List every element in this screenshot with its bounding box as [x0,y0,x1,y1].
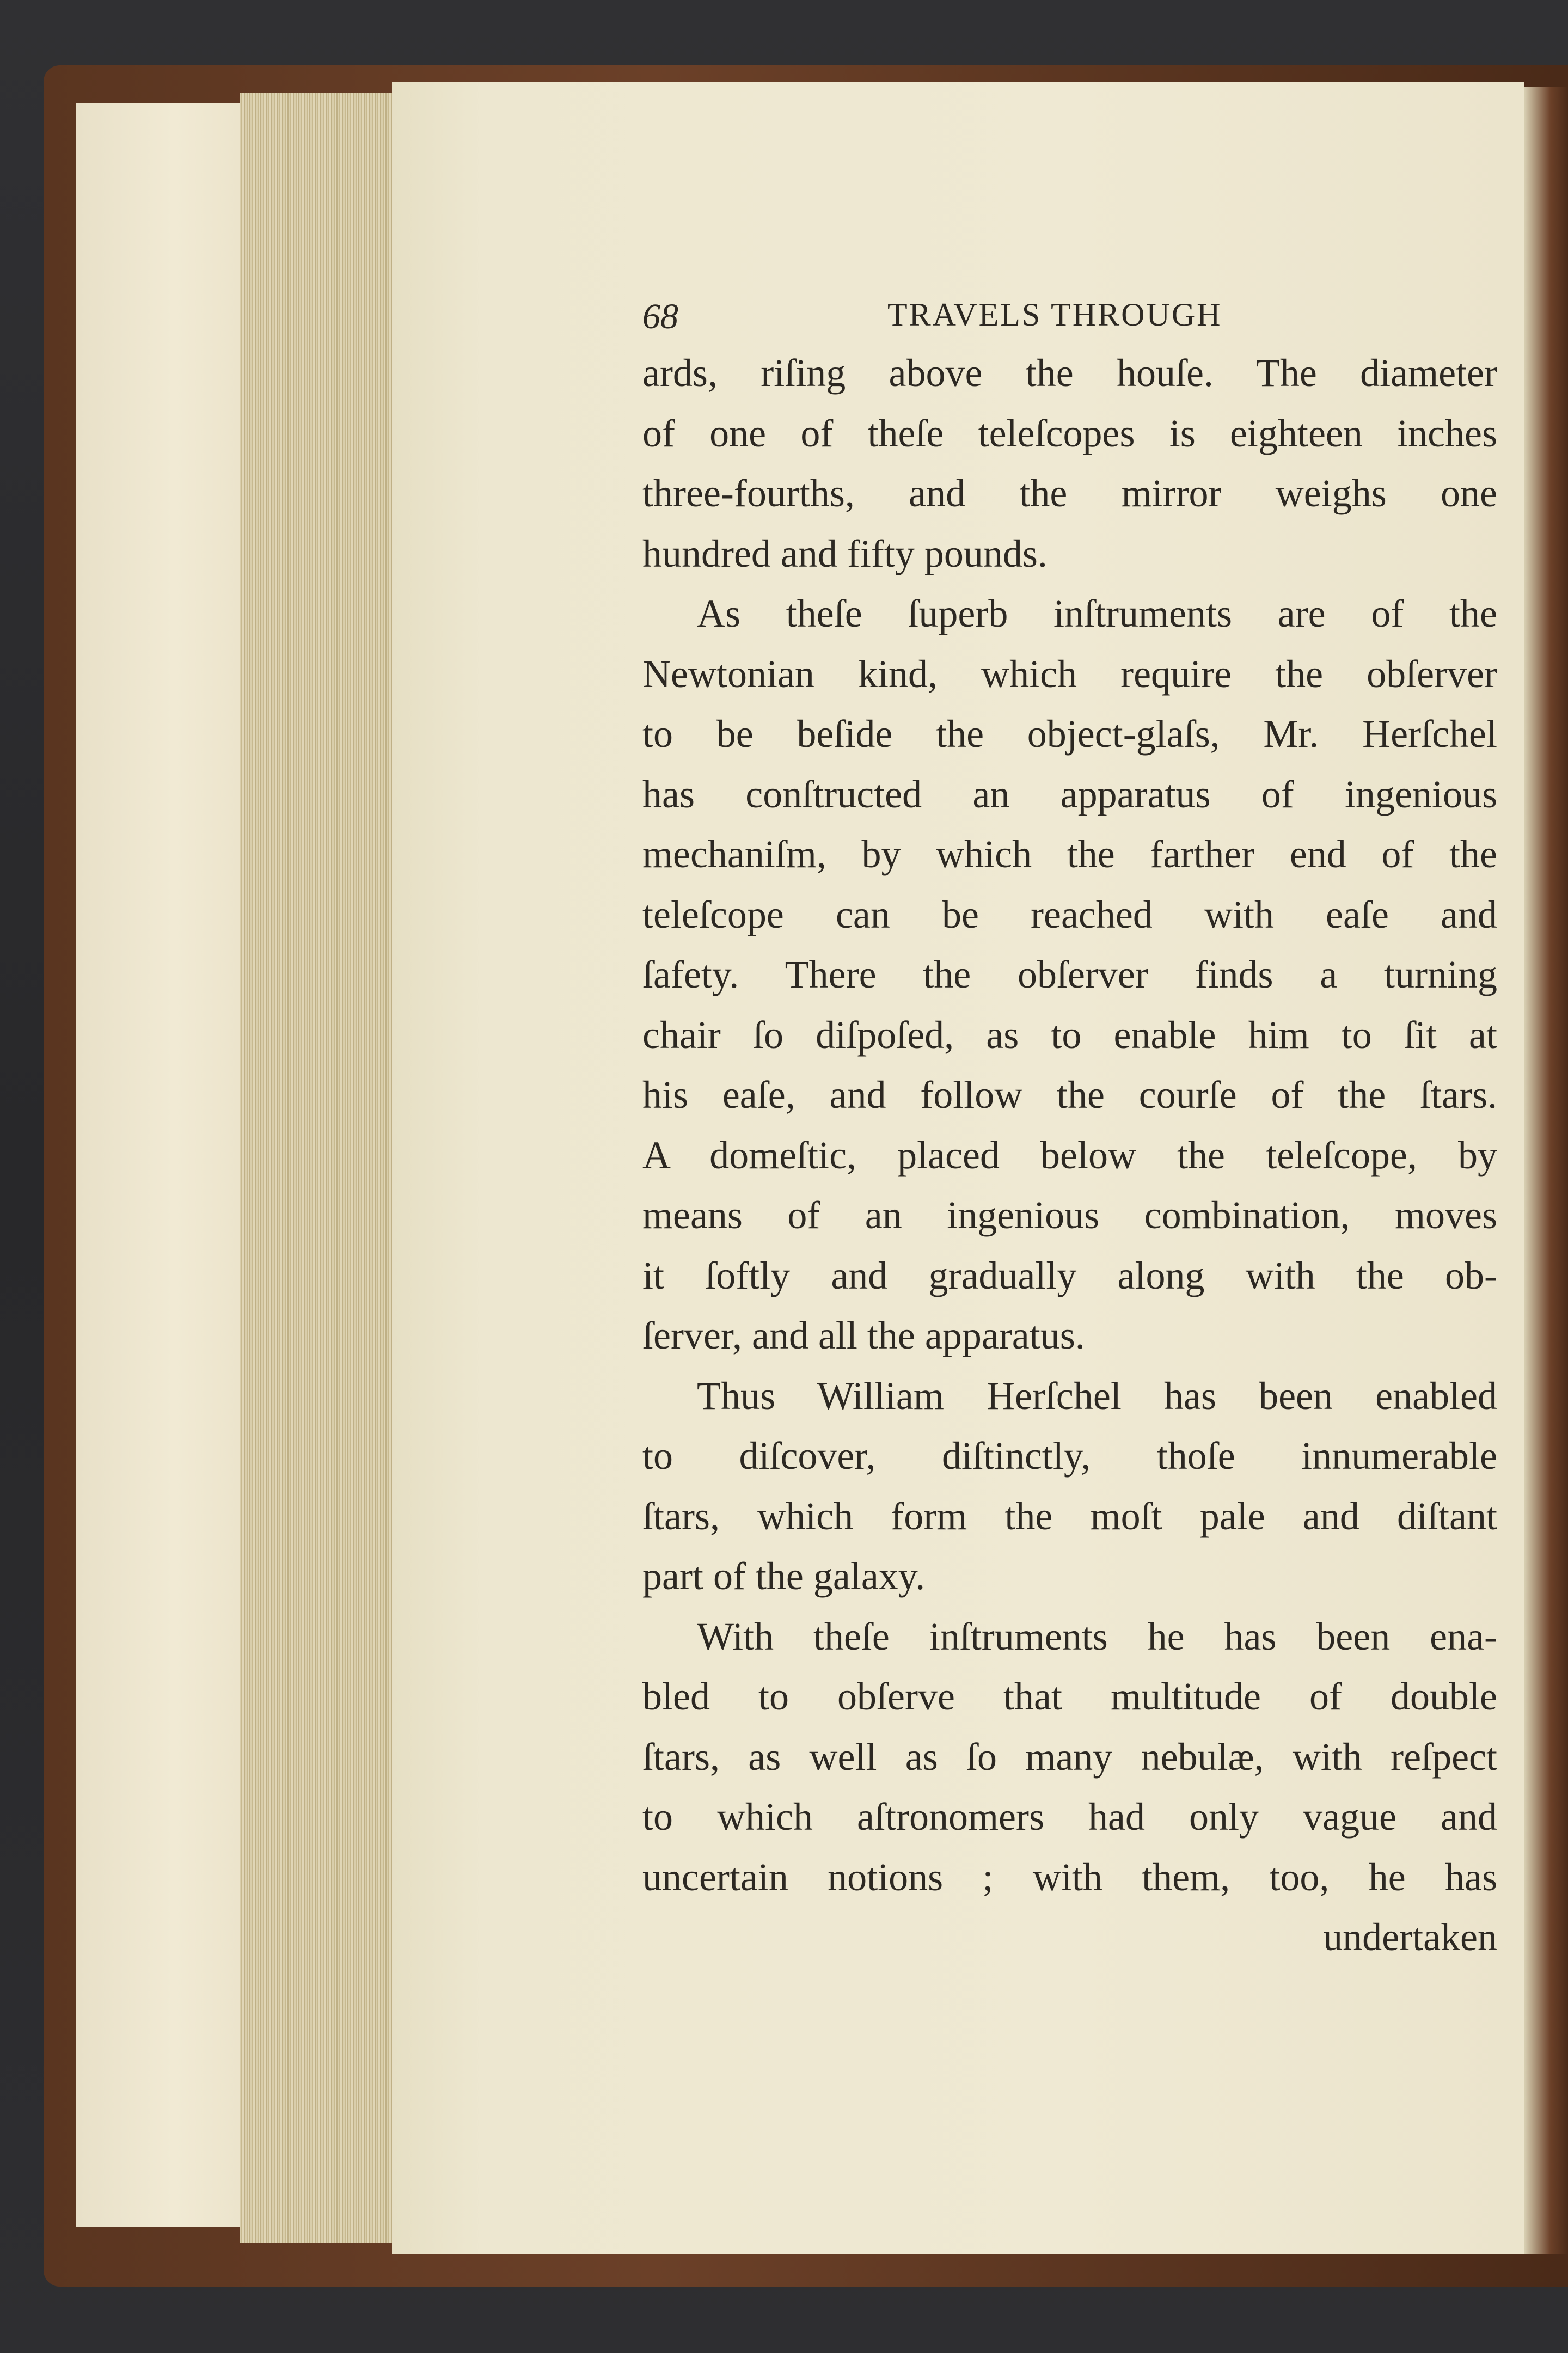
text-line: three-fourths, and the mirror weighs one [642,471,1497,515]
text-line: A domeſtic, placed below the teleſcope, by [642,1133,1497,1177]
text-line: to which aſtronomers had only vague and [642,1795,1497,1839]
catchword: undertaken [1323,1915,1497,1959]
text-line: has conſtructed an apparatus of ingenious [642,772,1497,816]
text-line: With theſe inſtruments he has been ena- [697,1614,1497,1658]
text-line: ſtars, which form the moſt pale and diſtant [642,1494,1497,1538]
page-number: 68 [642,297,678,336]
text-line: of one of theſe teleſcopes is eighteen inches [642,411,1497,455]
running-title: TRAVELS THROUGH [887,297,1222,333]
text-line: teleſcope can be reached with eaſe and [642,892,1497,936]
text-line: Newtonian kind, which require the obſerver [642,652,1497,696]
left-endpaper [76,103,240,2227]
page-text-block [642,283,1497,1968]
text-line: mechaniſm, by which the farther end of the [642,832,1497,876]
page-edges [240,93,392,2243]
text-line: to diſcover, diſtinctly, thoſe innumerable [642,1434,1497,1478]
text-line: it ſoftly and gradually along with the ob- [642,1253,1497,1297]
text-line: part of the galaxy. [642,1554,926,1598]
text-line: to be beſide the object-glaſs, Mr. Herſchel [642,712,1497,756]
text-line: ards, riſing above the houſe. The diameter [642,351,1497,395]
text-line: ſtars, as well as ſo many nebulæ, with reſpect [642,1735,1497,1779]
text-line: chair ſo diſpoſed, as to enable him to ſit at [642,1013,1497,1057]
right-cover-edge [1524,87,1568,2254]
text-line: ſerver, and all the apparatus. [642,1314,1085,1357]
text-line: means of an ingenious combination, moves [642,1193,1497,1237]
text-line: hundred and fifty pounds. [642,531,1048,575]
page-header [642,283,1497,343]
text-line: bled to obſerve that multitude of double [642,1675,1497,1718]
text-line: uncertain notions ; with them, too, he has [642,1855,1497,1899]
text-line: Thus William Herſchel has been enabled [697,1374,1497,1418]
text-line: his eaſe, and follow the courſe of the ſtars. [642,1073,1497,1117]
text-line: As theſe ſuperb inſtruments are of the [697,592,1497,635]
text-line: ſafety. There the obſerver finds a turning [642,953,1497,996]
